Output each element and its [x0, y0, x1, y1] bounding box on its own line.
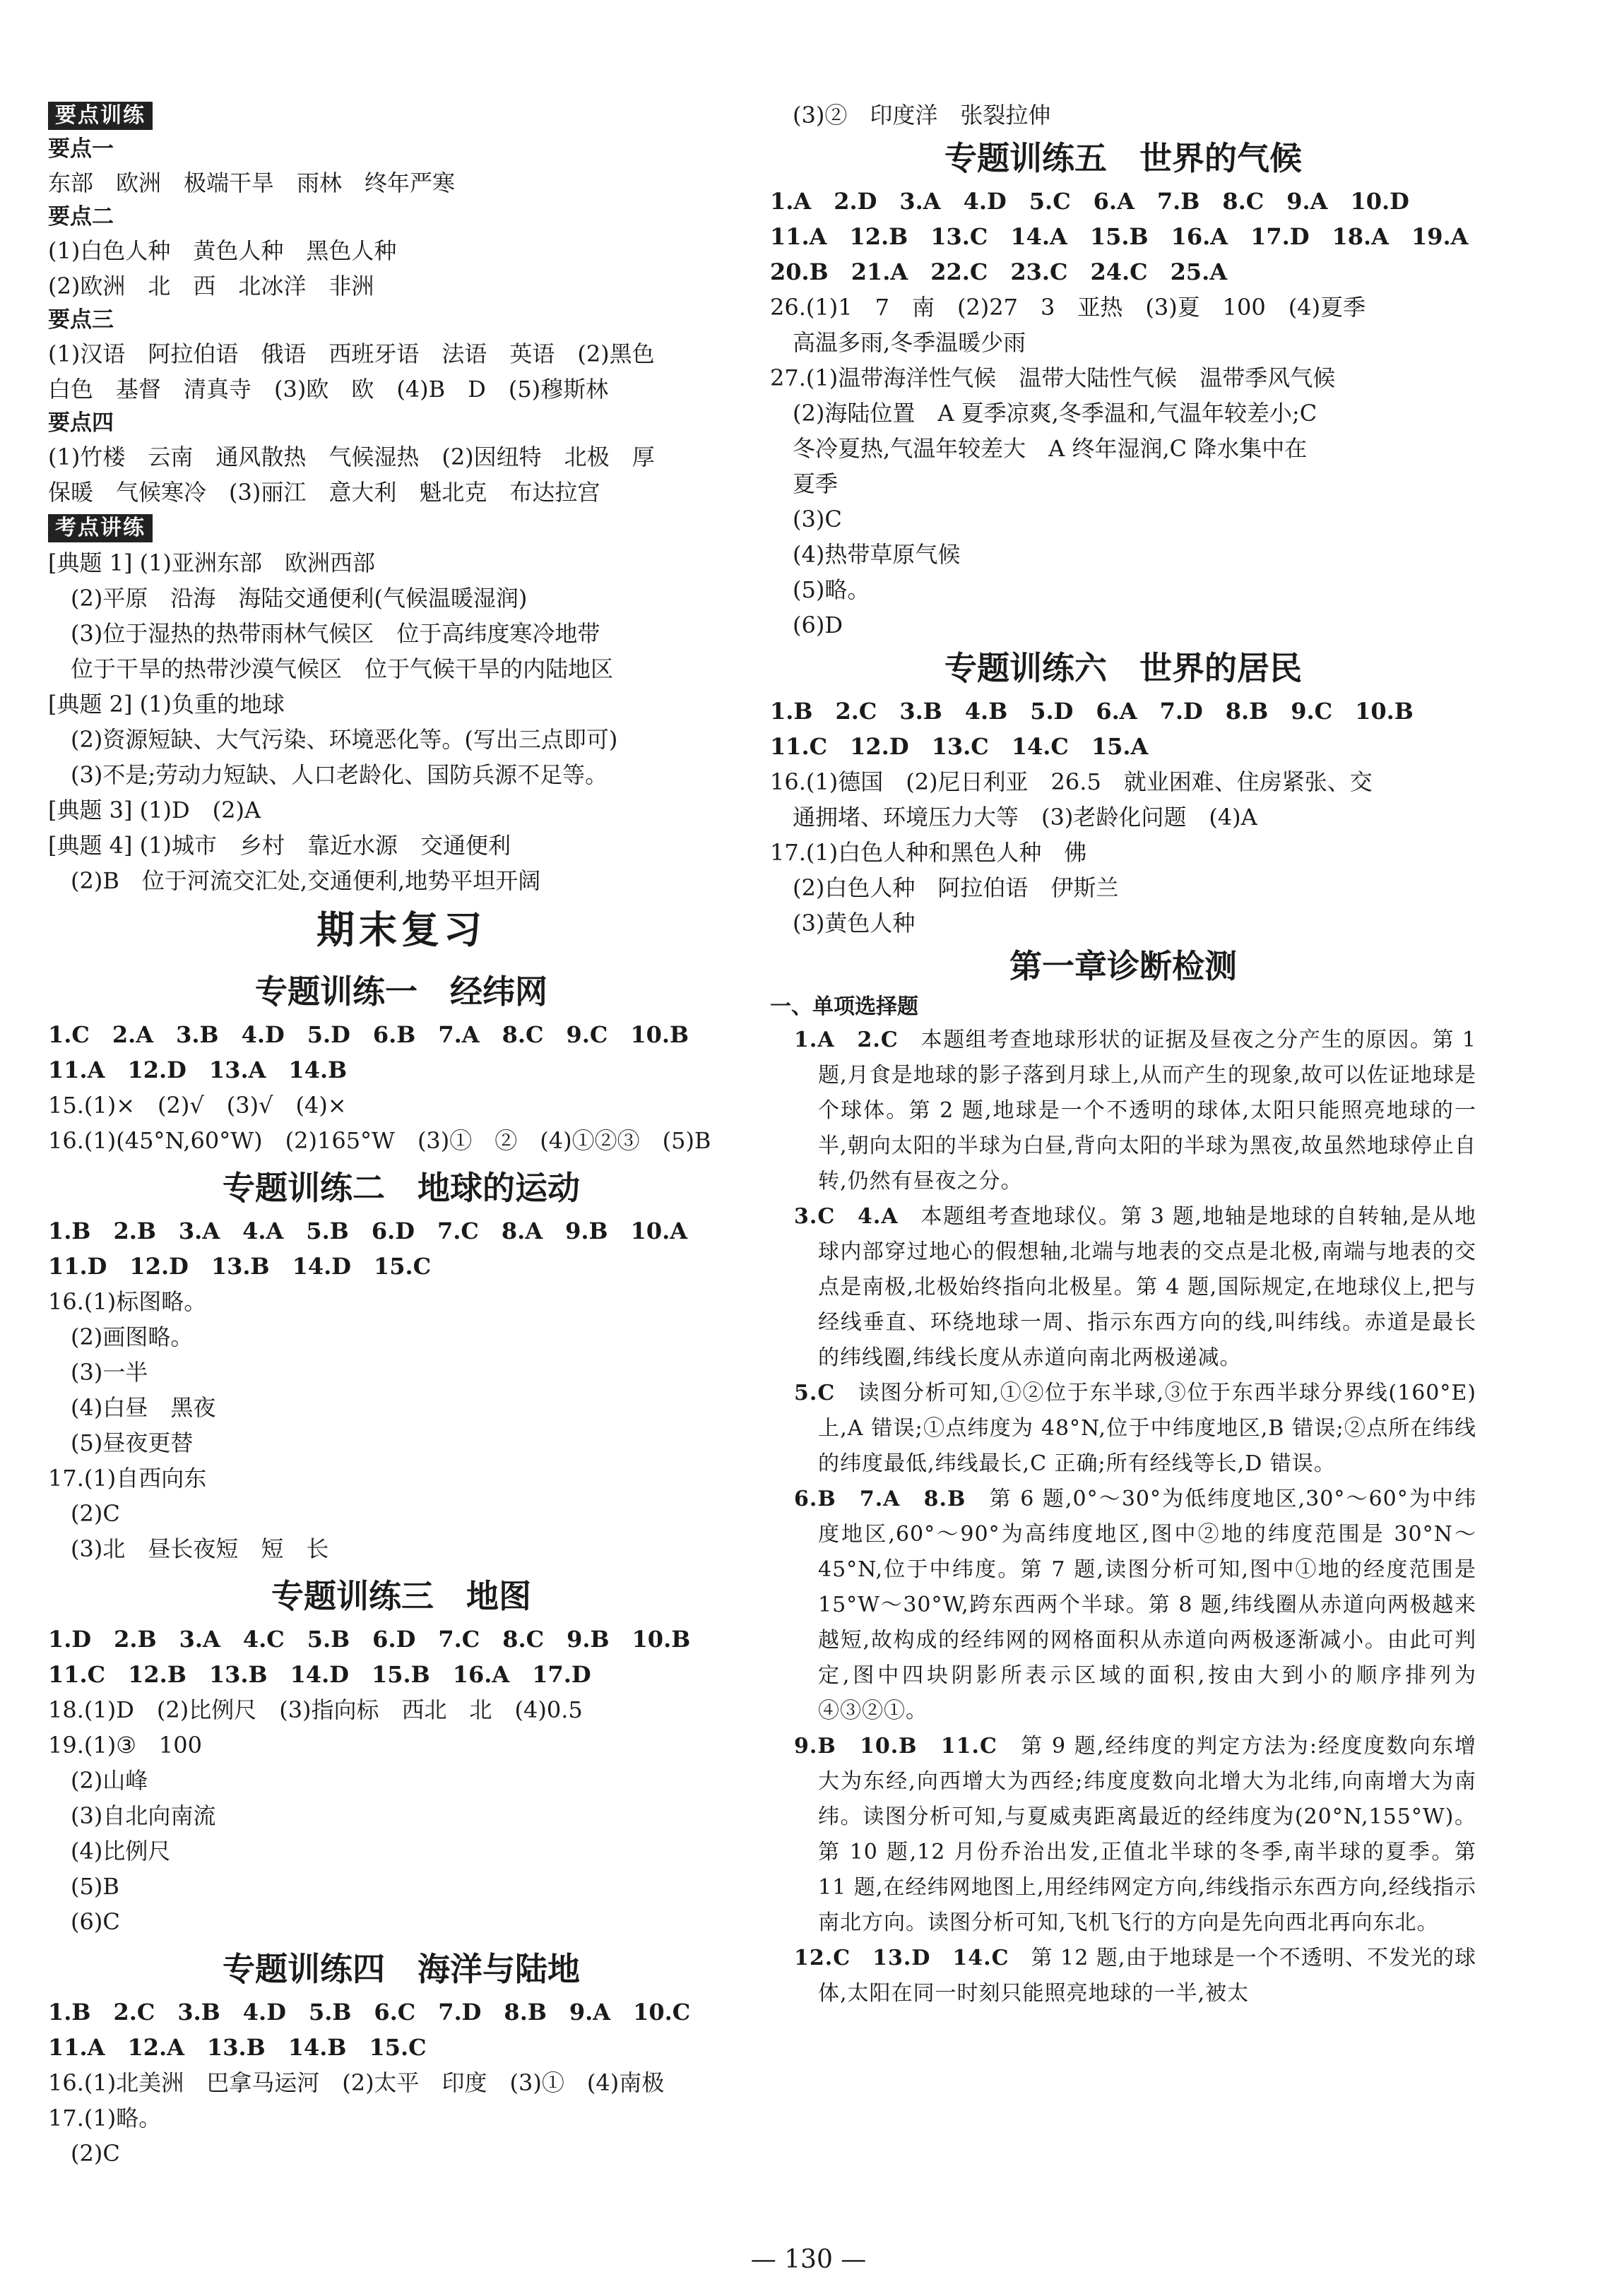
answer-line: 11.A 12.B 13.C 14.A 15.B 16.A 17.D 18.A 19.A: [770, 223, 1469, 250]
answer-line: 11.A 12.A 13.B 14.B 15.C: [48, 2034, 427, 2061]
answer-line: (2)白色人种 阿拉伯语 伊斯兰: [793, 874, 1119, 901]
answer-line: (2)画图略。: [71, 1324, 194, 1350]
answer-line: (2)山峰: [71, 1767, 148, 1794]
answer-line: 16.(1)(45°N,60°W) (2)165°W (3)① ② (4)①②③ (5)B: [48, 1127, 711, 1154]
answer-line: (6)C: [71, 1908, 120, 1935]
answer-line: (3)C: [793, 506, 842, 533]
page-number: — 130 —: [750, 2245, 867, 2274]
answer-line: 高温多雨,冬季温暖少雨: [793, 329, 1026, 356]
answer-line: (6)D: [793, 612, 843, 638]
answer-numbers: 1.A 2.C: [794, 1028, 899, 1052]
example-line: (3)不是;劳动力短缺、人口老龄化、国防兵源不足等。: [71, 761, 608, 788]
example-line: 位于干旱的热带沙漠气候区 位于气候干旱的内陆地区: [71, 655, 614, 682]
point-4-heading: 要点四: [48, 410, 114, 436]
answer-line: 20.B 21.A 22.C 23.C 24.C 25.A: [770, 258, 1228, 285]
section-tag-key-points: 要点训练: [48, 97, 754, 133]
answer-line: 保暖 气候寒冷 (3)丽江 意大利 魁北克 布达拉宫: [48, 479, 600, 506]
answer-line: 17.(1)自西向东: [48, 1465, 207, 1492]
answer-line: 11.C 12.D 13.C 14.C 15.A: [770, 733, 1149, 760]
answer-line: (1)汉语 阿拉伯语 俄语 西班牙语 法语 英语 (2)黑色: [48, 340, 655, 367]
answer-line: 16.(1)德国 (2)尼日利亚 26.5 就业困难、住房紧张、交: [770, 768, 1373, 795]
explanation-text: 第 12 题,由于地球是一个不透明、不发光的球体,太阳在同一时刻只能照亮地球的一半,被太: [818, 1946, 1476, 2006]
chapter-1-test-title: 第一章诊断检测: [1009, 947, 1237, 985]
answer-line: (4)热带草原气候: [793, 541, 961, 568]
example-line: [典题 2] (1)负重的地球: [48, 691, 285, 718]
answer-numbers: 5.C: [794, 1381, 836, 1405]
final-review-title: 期末复习: [316, 908, 486, 952]
topic-5-title: 专题训练五 世界的气候: [944, 139, 1302, 177]
right-column: [770, 97, 1476, 2011]
answer-line: 冬冷夏热,气温年较差大 A 终年湿润,C 降水集中在: [793, 435, 1308, 462]
answer-line: (3)自北向南流: [71, 1802, 216, 1829]
answer-line: (1)白色人种 黄色人种 黑色人种: [48, 237, 397, 264]
answer-line: 1.C 2.A 3.B 4.D 5.D 6.B 7.A 8.C 9.C 10.B: [48, 1021, 689, 1048]
answer-line: (2)欧洲 北 西 北冰洋 非洲: [48, 273, 374, 299]
section-tag-exam-points: 考点讲练: [48, 510, 754, 545]
answer-numbers: 6.B 7.A 8.B: [794, 1487, 966, 1511]
answer-line: 通拥堵、环境压力大等 (3)老龄化问题 (4)A: [793, 804, 1257, 831]
example-line: [典题 3] (1)D (2)A: [48, 797, 261, 823]
answer-line: 东部 欧洲 极端干旱 雨林 终年严寒: [48, 169, 456, 196]
answer-line: (5)B: [71, 1873, 119, 1900]
explanation-block: [770, 1482, 1476, 1729]
explanation-text: 第 6 题,0°～30°为低纬度地区,30°～60°为中纬度地区,60°～90°为高纬度地区,图中②地的纬度范围是 30°N～45°N,位于中纬度。第 7 题,读图分析可知,图中①地的经度范围是 15°W～30°W,跨东西两个半球。第 8 题,纬线圈从赤道向两极越来越短,故构成的经纬网的网格面积从赤道向两极逐渐减小。由此可判定,图中四块阴影所表示区域的面积,按由大到小的顺序排列为④③②①。: [818, 1487, 1476, 1723]
answer-line: 26.(1)1 7 南 (2)27 3 亚热 (3)夏 100 (4)夏季: [770, 294, 1366, 321]
topic-2-title: 专题训练二 地球的运动: [223, 1169, 580, 1207]
answer-numbers: 12.C 13.D 14.C: [794, 1946, 1009, 1970]
answer-line: (3)② 印度洋 张裂拉伸: [793, 102, 1051, 129]
answer-line: 19.(1)③ 100: [48, 1732, 202, 1759]
answer-line: 11.A 12.D 13.A 14.B: [48, 1057, 348, 1083]
topic-1-title: 专题训练一 经纬网: [255, 972, 547, 1011]
answer-line: 1.B 2.C 3.B 4.B 5.D 6.A 7.D 8.B 9.C 10.B: [770, 698, 1414, 725]
point-1-heading: 要点一: [48, 136, 114, 162]
answer-line: (2)C: [71, 2140, 120, 2167]
answer-line: (4)白昼 黑夜: [71, 1394, 216, 1421]
answer-line: 16.(1)北美洲 巴拿马运河 (2)太平 印度 (3)① (4)南极: [48, 2069, 665, 2096]
example-line: (2)资源短缺、大气污染、环境恶化等。(写出三点即可): [71, 726, 618, 753]
section-single-choice: 一、单项选择题: [770, 994, 918, 1019]
answer-line: 27.(1)温带海洋性气候 温带大陆性气候 温带季风气候: [770, 364, 1336, 391]
answer-line: 白色 基督 清真寺 (3)欧 欧 (4)B D (5)穆斯林: [48, 376, 609, 403]
answer-line: 15.(1)× (2)√ (3)√ (4)×: [48, 1092, 347, 1119]
explanation-text: 本题组考查地球形状的证据及昼夜之分产生的原因。第 1 题,月食是地球的影子落到月球上,从而产生的现象,故可以佐证地球是个球体。第 2 题,地球是一个不透明的球体,太阳只能照亮地球的一半,朝向太阳的半球为白昼,背向太阳的半球为黑夜,故虽然地球停止自转,仍然有昼夜之分。: [818, 1028, 1476, 1194]
answer-line: (5)略。: [793, 576, 870, 603]
explanation-block: [770, 1729, 1476, 1941]
point-3-heading: 要点三: [48, 307, 114, 333]
point-2-heading: 要点二: [48, 204, 114, 230]
answer-line: 1.D 2.B 3.A 4.C 5.B 6.D 7.C 8.C 9.B 10.B: [48, 1626, 691, 1653]
example-line: (2)平原 沿海 海陆交通便利(气候温暖湿润): [71, 585, 528, 612]
answer-numbers: 3.C 4.A: [794, 1204, 899, 1229]
topic-3-title: 专题训练三 地图: [271, 1577, 531, 1615]
explanation-block: [770, 1199, 1476, 1376]
answer-numbers: 9.B 10.B 11.C: [794, 1734, 997, 1759]
answer-line: (1)竹楼 云南 通风散热 气候湿热 (2)因纽特 北极 厚: [48, 444, 655, 470]
example-line: (3)位于湿热的热带雨林气候区 位于高纬度寒冷地带: [71, 620, 600, 647]
answer-line: (3)一半: [71, 1359, 148, 1386]
explanation-text: 第 9 题,经纬度的判定方法为:经度度数向东增大为东经,向西增大为西经;纬度度数向北增大为北纬,向南增大为南纬。读图分析可知,与夏威夷距离最近的经纬度为(20°N,155°W)。第 10 题,12 月份乔治出发,正值北半球的冬季,南半球的夏季。第 11 题,在经纬网地图上,用经纬网定方向,纬线指示东西方向,经线指示南北方向。读图分析可知,飞机飞行的方向是先向西北再向东北。: [818, 1734, 1476, 1935]
answer-line: 16.(1)标图略。: [48, 1288, 207, 1315]
answer-line: 1.A 2.D 3.A 4.D 5.C 6.A 7.B 8.C 9.A 10.D: [770, 188, 1409, 215]
answer-line: (3)黄色人种: [793, 910, 916, 936]
explanation-block: [770, 1376, 1476, 1482]
topic-6-title: 专题训练六 世界的居民: [944, 649, 1302, 687]
answer-line: (3)北 昼长夜短 短 长: [71, 1535, 329, 1562]
left-column: [48, 97, 754, 2171]
answer-line: 11.D 12.D 13.B 14.D 15.C: [48, 1253, 432, 1280]
example-line: (2)B 位于河流交汇处,交通便利,地势平坦开阔: [71, 867, 541, 894]
answer-line: 1.B 2.B 3.A 4.A 5.B 6.D 7.C 8.A 9.B 10.A: [48, 1218, 688, 1244]
answer-line: 17.(1)白色人种和黑色人种 佛: [770, 839, 1087, 866]
answer-line: 17.(1)略。: [48, 2105, 162, 2131]
explanation-text: 本题组考查地球仪。第 3 题,地轴是地球的自转轴,是从地球内部穿过地心的假想轴,北端与地表的交点是北极,南端与地表的交点是南极,北极始终指向北极星。第 4 题,国际规定,在地球仪上,把与经线垂直、环绕地球一周、指示东西方向的线,叫纬线。赤道是最长的纬线圈,纬线长度从赤道向南北两极递减。: [818, 1204, 1476, 1370]
answer-line: (5)昼夜更替: [71, 1429, 194, 1456]
answer-line: 11.C 12.B 13.B 14.D 15.B 16.A 17.D: [48, 1661, 591, 1688]
answer-line: (2)海陆位置 A 夏季凉爽,冬季温和,气温年较差小;C: [793, 400, 1317, 427]
answer-line: (4)比例尺: [71, 1838, 171, 1864]
example-line: [典题 1] (1)亚洲东部 欧洲西部: [48, 549, 376, 576]
explanation-block: [770, 1941, 1476, 2011]
answer-line: (2)C: [71, 1500, 120, 1527]
answer-line: 夏季: [793, 470, 839, 497]
explanation-block: [770, 1023, 1476, 1199]
example-line: [典题 4] (1)城市 乡村 靠近水源 交通便利: [48, 832, 511, 859]
answer-line: 18.(1)D (2)比例尺 (3)指向标 西北 北 (4)0.5: [48, 1696, 583, 1723]
answer-line: 1.B 2.C 3.B 4.D 5.B 6.C 7.D 8.B 9.A 10.C: [48, 1999, 691, 2026]
topic-4-title: 专题训练四 海洋与陆地: [223, 1950, 580, 1988]
explanation-text: 读图分析可知,①②位于东半球,③位于东西半球分界线(160°E)上,A 错误;①点纬度为 48°N,位于中纬度地区,B 错误;②点所在纬线的纬度最低,纬线最长,C 正确;所有经线等长,D 错误。: [818, 1381, 1476, 1476]
